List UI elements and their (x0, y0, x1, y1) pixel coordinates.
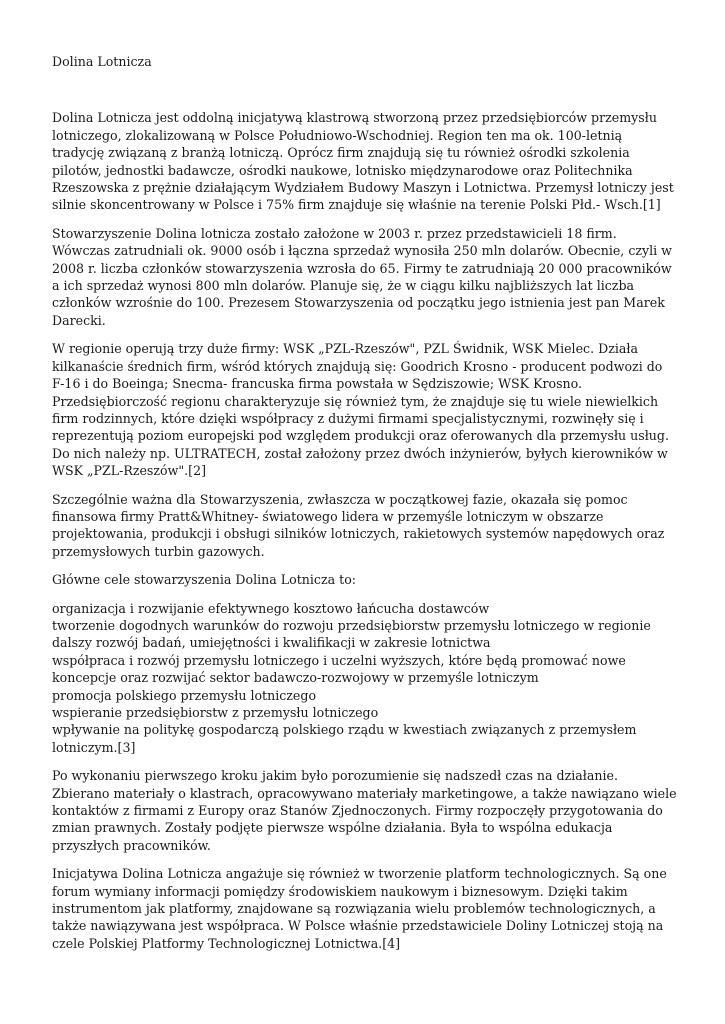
paragraph-intro: Dolina Lotnicza jest oddolną inicjatywą klastrową stworzoną przez przedsiębiorców przemysłu lotniczego, zlokalizowaną w Polsce Południowo-Wschodniej. Region ten ma ok. 100-letnią tradycję związaną z branżą lotniczą. Oprócz firm znajdują się tu również ośrodki szkolenia pilotów, jednostki badawcze, ośrodki naukowe, lotnisko międzynarodowe oraz Politechnika Rzeszowska z prężnie działającym Wydziałem Budowy Maszyn i Lotnictwa. Przemysł lotniczy jest silnie skoncentrowany w Polsce i 75% firm znajduje się właśnie na terenie Polski Płd.- Wsch.[1] (52, 110, 674, 213)
goal-item: organizacja i rozwijanie efektywnego kosztowo łańcucha dostawców (52, 600, 490, 616)
paragraph-first-steps: Po wykonaniu pierwszego kroku jakim było porozumienie się nadszedł czas na działanie. Zbierano materiały o klastrach, opracowywano materiały marketingowe, a także nawiązano wiele kontaktów z firmami z Europy oraz Stanów Zjednoczonych. Firmy rozpoczęły przygotowania do zmian prawnych. Zostały podjęte pierwsze wspólne działania. Była to wspólna edukacja przyszłych pracowników. (52, 768, 677, 853)
goal-item: tworzenie dogodnych warunków do rozwoju przedsiębiorstw przemysłu lotniczego w regionie (52, 617, 651, 633)
goal-item: dalszy rozwój badań, umiejętności i kwalifikacji w zakresie lotnictwa (52, 635, 491, 651)
paragraph-platforms: Inicjatywa Dolina Lotnicza angażuje się również w tworzenie platform technologicznych. Są one forum wymiany informacji pomiędzy środowiskiem naukowym i biznesowym. Dzięki takim instrumentom jak platformy, znajdowane są rozwiązania wielu problemów technologicznych, a także nawiązywana jest współpraca. W Polsce właśnie przedstawiciele Doliny Lotniczej stoją na czele Polskiej Platformy Technologicznej Lotnictwa.[4] (52, 866, 667, 951)
goal-item: promocja polskiego przemysłu lotniczego (52, 687, 317, 703)
document-page (52, 53, 677, 963)
goals-list (52, 600, 677, 757)
paragraph-association: Stowarzyszenie Dolina lotnicza zostało założone w 2003 r. przez przedstawicieli 18 firm. Wówczas zatrudniali ok. 9000 osób i łączna sprzedaż wynosiła 250 mln dolarów. Obecnie, czyli w 2008 r. liczba członków stowarzyszenia wzrosła do 65. Firmy te zatrudniają 20 000 pracowników a ich sprzedaż wynosi 800 mln dolarów. Planuje się, że w ciągu kilku najbliższych lat liczba członków wzrośnie do 100. Prezesem Stowarzyszenia od początku jego istnienia jest pan Marek Darecki. (52, 225, 672, 328)
goal-item: wspieranie przedsiębiorstw z przemysłu lotniczego (52, 705, 379, 720)
paragraph-companies: W regionie operują trzy duże firmy: WSK „PZL-Rzeszów", PZL Świdnik, WSK Mielec. Działa kilkanaście średnich firm, wśród których znajdują się: Goodrich Krosno - producent podwozi do F-16 i do Boeinga; Snecma- francuska firma powstała w Sędziszowie; WSK Krosno. Przedsiębiorczość regionu charakteryzuje się również tym, że znajduje się tu wiele niewielkich firm rodzinnych, które dzięki współpracy z dużymi firmami specjalistycznymi, rozwinęły się i reprezentują poziom europejski pod względem produkcji oraz oferowanych dla przemysłu usług. Do nich należy np. ULTRATECH, został założony przez dwóch inżynierów, byłych kierowników w WSK „PZL-Rzeszów".[2] (52, 341, 669, 479)
document-title: Dolina Lotnicza (52, 54, 152, 69)
paragraph-funding: Szczególnie ważna dla Stowarzyszenia, zwłaszcza w początkowej fazie, okazała się pomoc finansowa firmy Pratt&Whitney- światowego lidera w przemyśle lotniczym w obszarze projektowania, produkcji i obsługi silników lotniczych, rakietowych systemów napędowych oraz przemysłowych turbin gazowych. (52, 491, 665, 559)
goal-item: wpływanie na politykę gospodarczą polskiego rządu w kwestiach związanych z przemysłem lotniczym.[3] (52, 722, 637, 755)
paragraph-goals-intro: Główne cele stowarzyszenia Dolina Lotnicza to: (52, 572, 357, 588)
goal-item: współpraca i rozwój przemysłu lotniczego i uczelni wyższych, które będą promować nowe koncepcje oraz rozwijać sektor badawczo-rozwojowy w przemyśle lotniczym (52, 652, 626, 686)
